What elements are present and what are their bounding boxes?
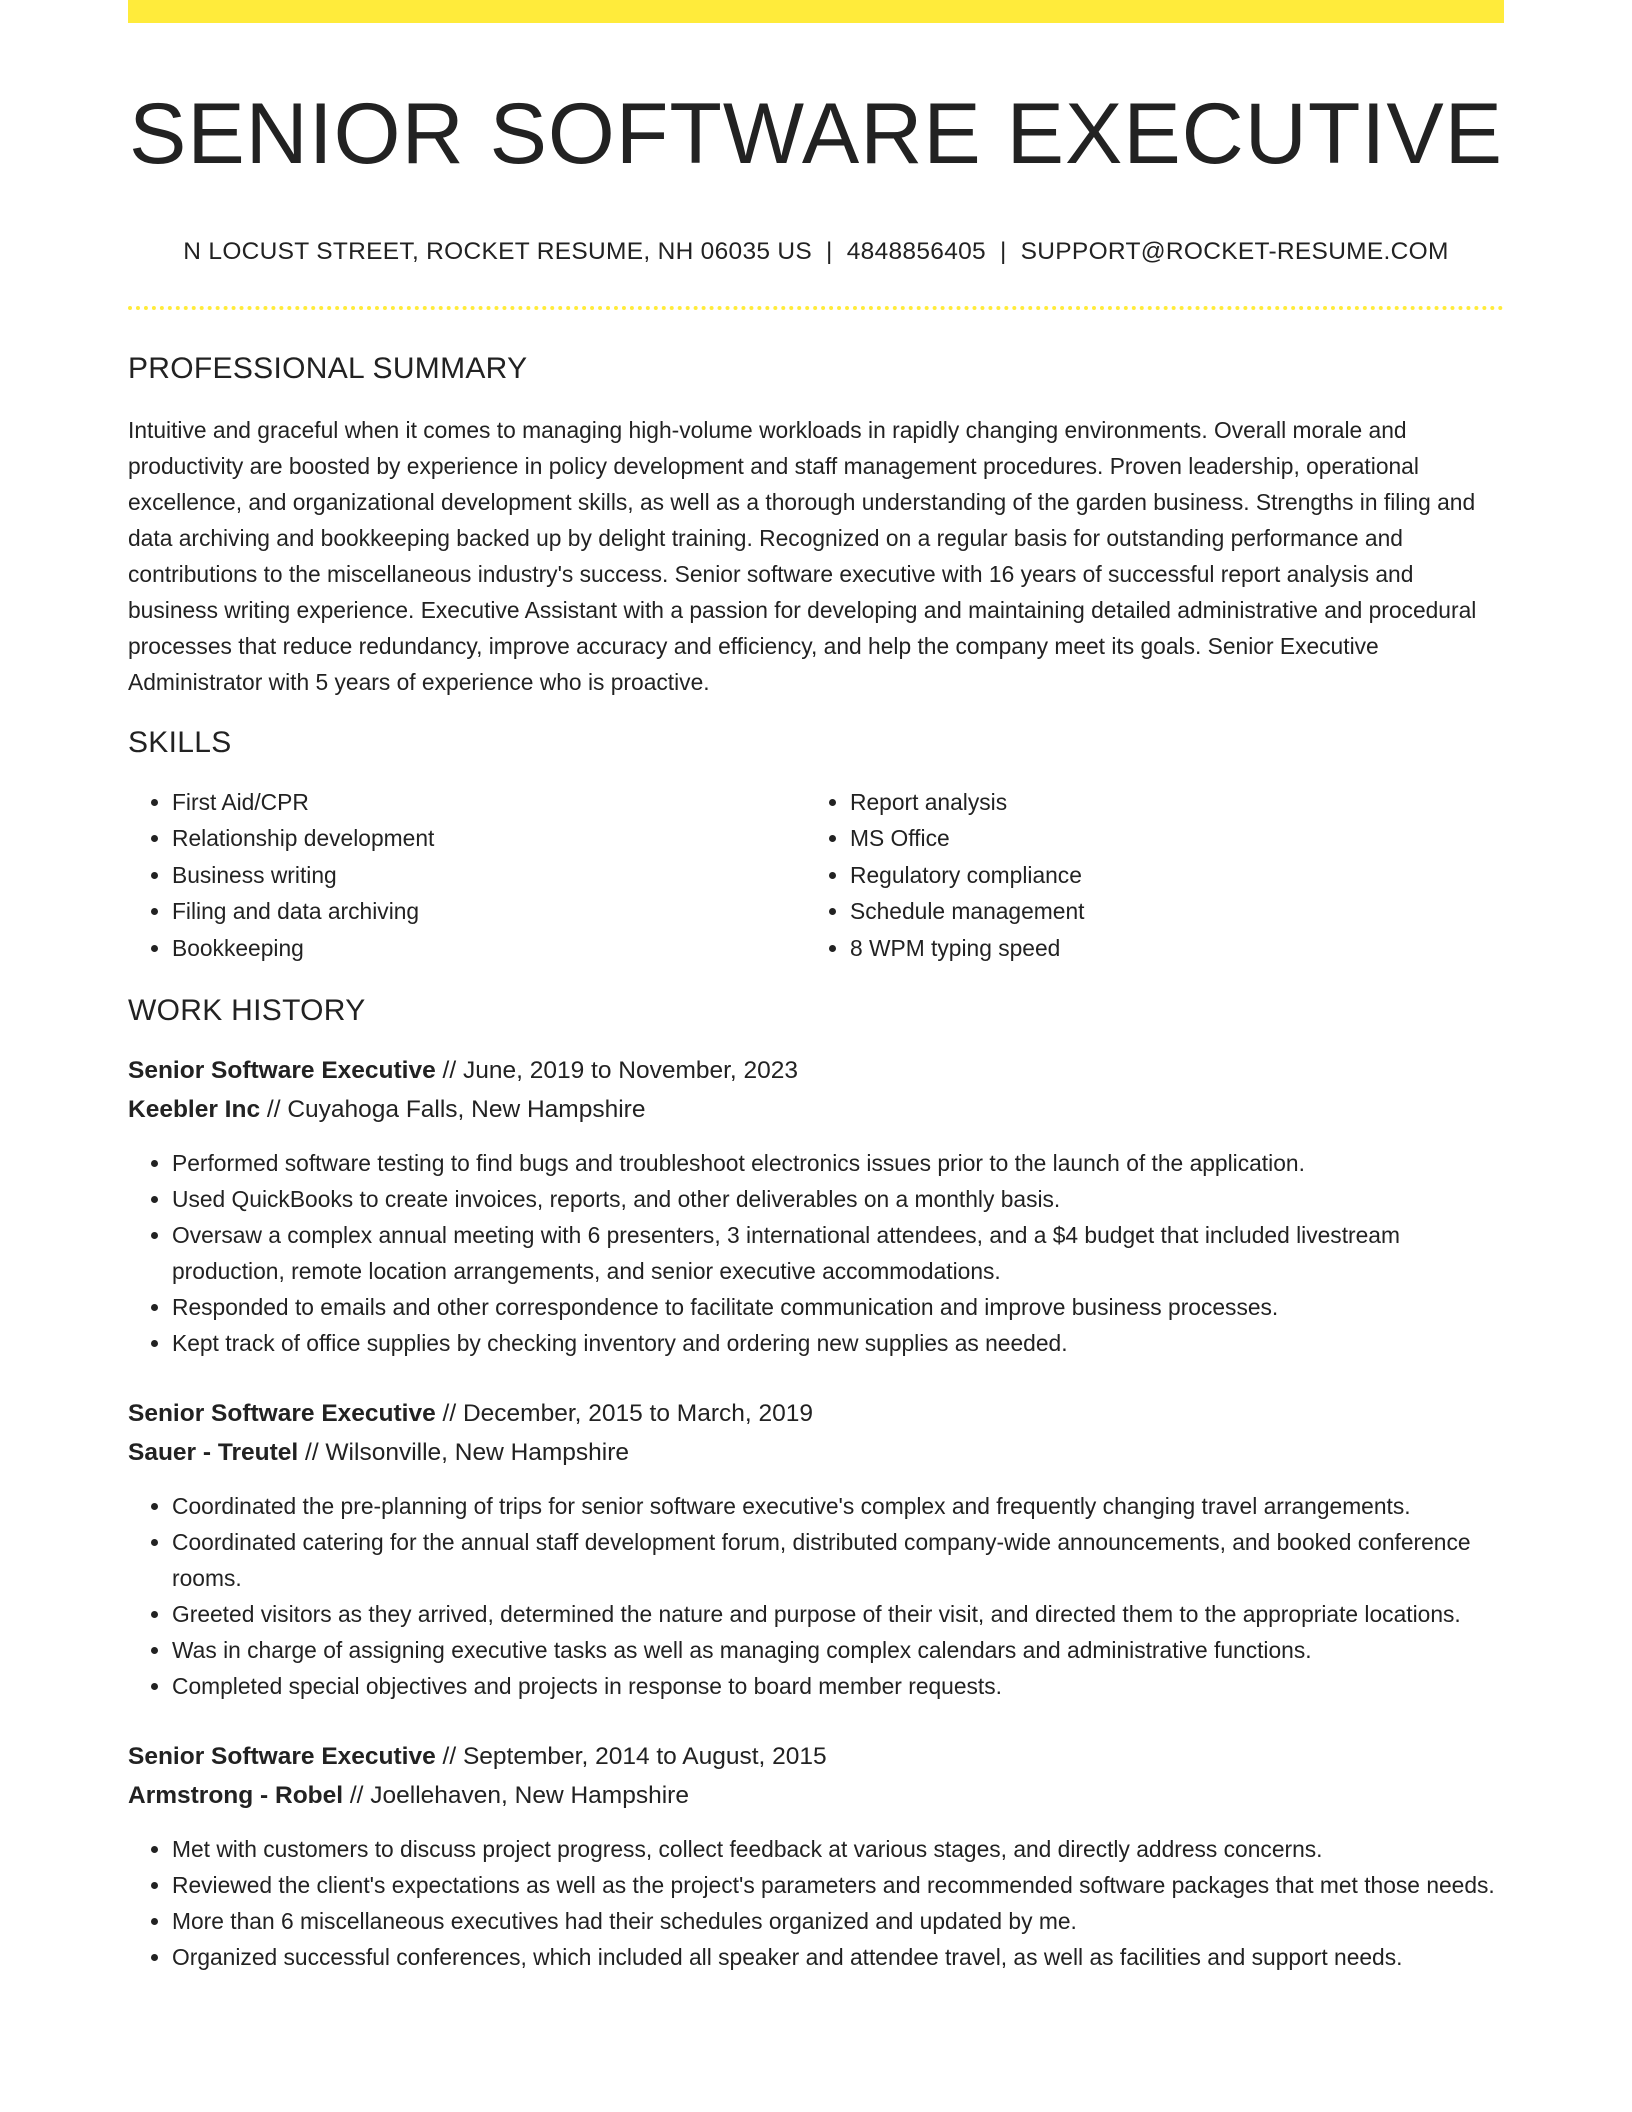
job-bullet: • More than 6 miscellaneous executives had their schedules organized and updated by me. — [172, 1903, 1504, 1939]
job-company: Armstrong - Robel — [128, 1781, 344, 1809]
job-bullets — [128, 1831, 1504, 1975]
skills-column-right — [806, 784, 1484, 967]
skill-item: • Filing and data archiving — [172, 893, 806, 930]
job-role-line — [128, 1052, 1504, 1091]
job-company-line — [128, 1777, 1504, 1816]
job-company-line — [128, 1091, 1504, 1130]
job-bullet: • Reviewed the client's expectations as well as the project's parameters and recommended software packages that met those needs. — [172, 1867, 1504, 1903]
job-role-line — [128, 1738, 1504, 1777]
job-dates: // September, 2014 to August, 2015 — [435, 1743, 827, 1771]
contact-address: N LOCUST STREET, ROCKET RESUME, NH 06035 US — [183, 237, 813, 265]
contact-phone: 4848856405 — [846, 237, 986, 265]
job-bullet: • Kept track of office supplies by checking inventory and ordering new supplies as needed. — [172, 1325, 1504, 1361]
job-entry — [128, 1738, 1504, 1975]
skills-column-left — [128, 784, 806, 967]
job-company-line — [128, 1434, 1504, 1473]
contact-line — [128, 238, 1504, 266]
skill-item: • Schedule management — [850, 893, 1484, 930]
candidate-name: SENIOR SOFTWARE EXECUTIVE — [128, 86, 1504, 182]
skills-heading: SKILLS — [128, 725, 232, 759]
summary-heading: PROFESSIONAL SUMMARY — [128, 351, 528, 385]
job-bullet: • Completed special objectives and projects in response to board member requests. — [172, 1668, 1504, 1704]
contact-separator: | — [826, 237, 833, 265]
job-role: Senior Software Executive — [128, 1057, 436, 1085]
job-bullet: • Was in charge of assigning executive tasks as well as managing complex calendars and administrative functions. — [172, 1632, 1504, 1668]
job-company: Keebler Inc — [128, 1095, 261, 1123]
contact-separator: | — [999, 237, 1007, 265]
job-entry — [128, 1052, 1504, 1361]
job-bullets — [128, 1145, 1504, 1361]
skill-item: • First Aid/CPR — [172, 784, 806, 821]
job-bullet: • Organized successful conferences, which included all speaker and attendee travel, as well as facilities and support needs. — [172, 1939, 1504, 1975]
skill-item: • Bookkeeping — [172, 930, 806, 967]
job-role: Senior Software Executive — [128, 1400, 436, 1428]
job-dates: // December, 2015 to March, 2019 — [435, 1400, 813, 1428]
job-bullet: • Coordinated catering for the annual staff development forum, distributed company-wide announcements, and booked conference rooms. — [172, 1524, 1504, 1596]
job-bullet: • Performed software testing to find bugs and troubleshoot electronics issues prior to the launch of the application. — [172, 1145, 1504, 1181]
job-entry — [128, 1395, 1504, 1704]
job-bullet: • Responded to emails and other correspondence to facilitate communication and improve business processes. — [172, 1289, 1504, 1325]
skills-list — [128, 784, 1504, 967]
job-location: // Wilsonville, New Hampshire — [298, 1438, 630, 1466]
skill-item: • 8 WPM typing speed — [850, 930, 1484, 967]
job-dates: // June, 2019 to November, 2023 — [435, 1057, 799, 1085]
job-location: // Cuyahoga Falls, New Hampshire — [260, 1095, 646, 1123]
skill-item: • Business writing — [172, 857, 806, 894]
contact-email: SUPPORT@ROCKET-RESUME.COM — [1020, 237, 1449, 265]
resume-page — [128, 0, 1504, 1975]
job-company: Sauer - Treutel — [128, 1438, 299, 1466]
skill-item: • MS Office — [850, 820, 1484, 857]
job-role: Senior Software Executive — [128, 1743, 436, 1771]
work-history-heading: WORK HISTORY — [128, 994, 366, 1028]
accent-bar — [128, 0, 1504, 23]
skill-item: • Report analysis — [850, 784, 1484, 821]
job-bullet: • Met with customers to discuss project progress, collect feedback at various stages, and directly address concerns. — [172, 1831, 1504, 1867]
skill-item: • Regulatory compliance — [850, 857, 1484, 894]
job-bullet: • Coordinated the pre-planning of trips for senior software executive's complex and frequently changing travel arrangements. — [172, 1488, 1504, 1524]
job-bullets — [128, 1488, 1504, 1704]
dotted-divider — [128, 306, 1504, 310]
skill-item: • Relationship development — [172, 820, 806, 857]
job-bullet: • Used QuickBooks to create invoices, reports, and other deliverables on a monthly basis. — [172, 1181, 1504, 1217]
job-location: // Joellehaven, New Hampshire — [343, 1781, 689, 1809]
job-bullet: • Greeted visitors as they arrived, determined the nature and purpose of their visit, and directed them to the appropriate locations. — [172, 1596, 1504, 1632]
job-role-line — [128, 1395, 1504, 1434]
job-bullet: • Oversaw a complex annual meeting with 6 presenters, 3 international attendees, and a $4 budget that included livestream production, remote location arrangements, and senior executive accommodations. — [172, 1217, 1504, 1289]
summary-text: Intuitive and graceful when it comes to managing high-volume workloads in rapidly changing environments. Overall morale and productivity are boosted by experience in policy development and staff management procedures. Proven leadership, operational excellence, and organizational development skills, as well as a thorough understanding of the garden business. Strengths in filing and data archiving and bookkeeping backed up by delight training. Recognized on a regular basis for outstanding performance and contributions to the miscellaneous industry's success. Senior software executive with 16 years of successful report analysis and business writing experience. Executive Assistant with a passion for developing and maintaining detailed administrative and procedural processes that reduce redundancy, improve accuracy and efficiency, and help the company meet its goals. Senior Executive Administrator with 5 years of experience who is proactive. — [128, 416, 1477, 695]
